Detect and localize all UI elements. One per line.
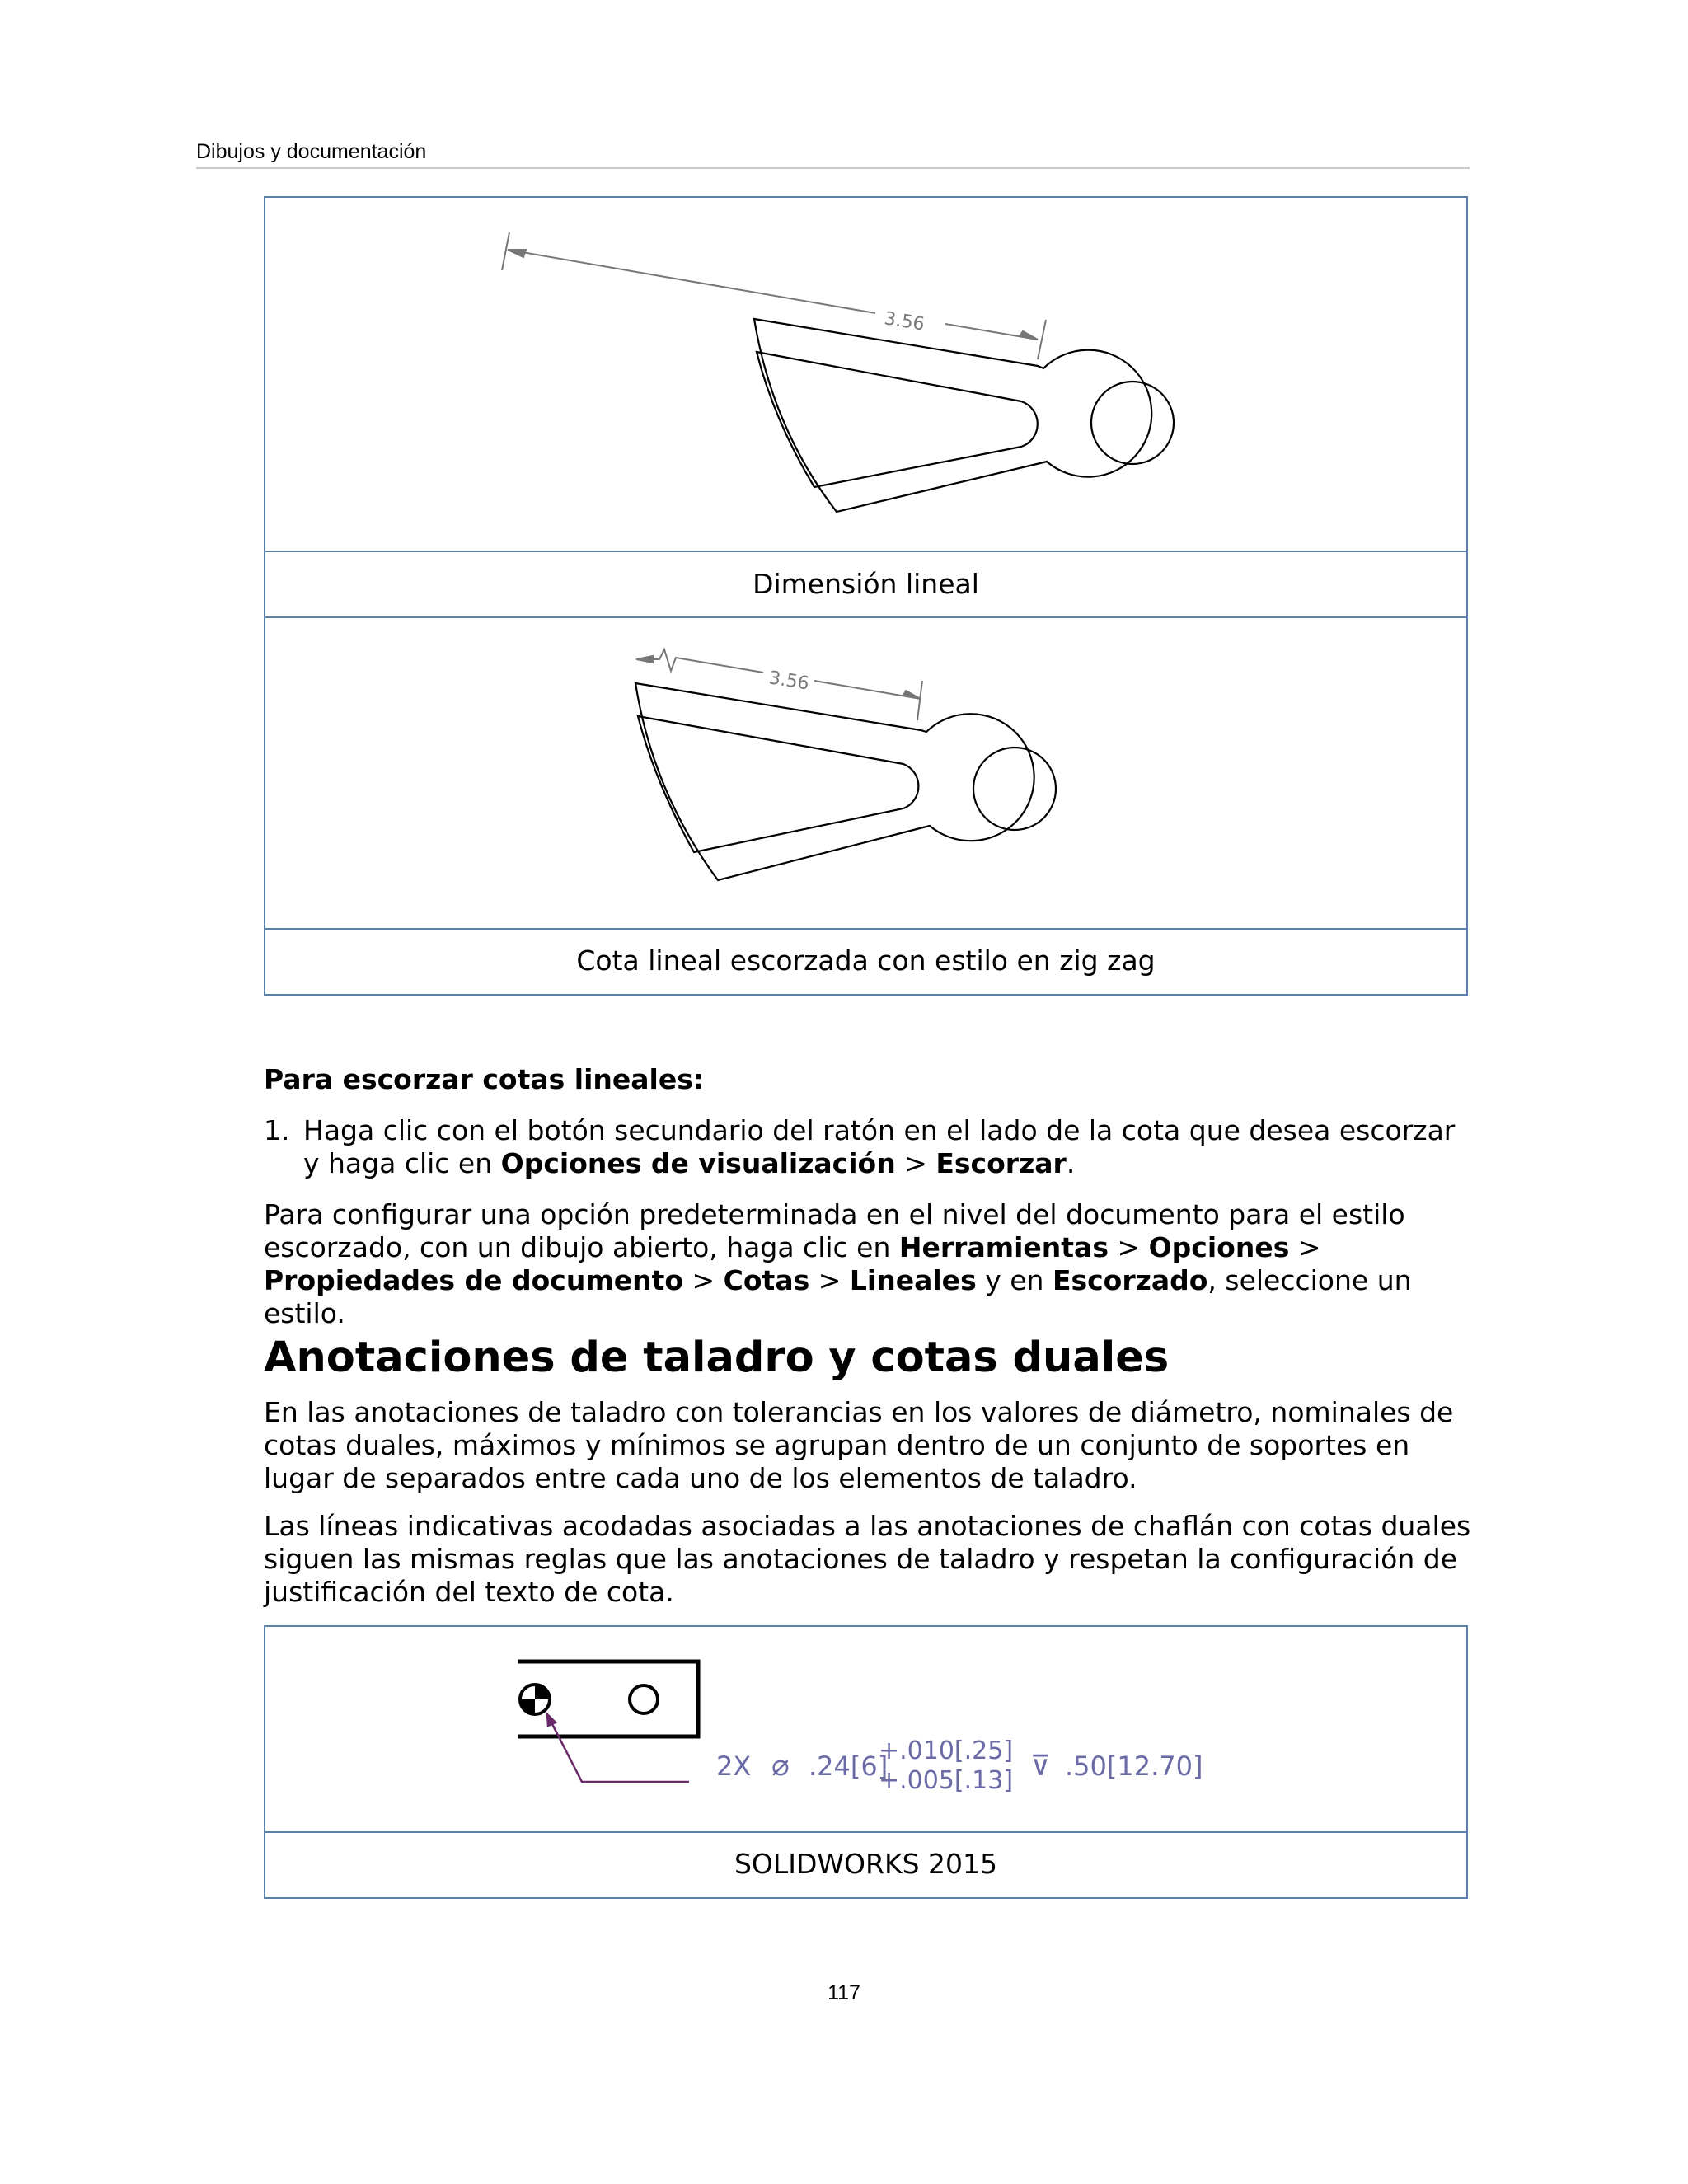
drawing-foreshortened-dimension [265,618,1466,928]
figure-cell-linear-dimension [265,198,1466,552]
dimension-value-foreshortened: 3.56 [767,668,811,695]
drawing-linear-dimension [265,198,1466,551]
menu-path-foreshorten: Escorzar [935,1147,1067,1179]
center-mark-icon [520,1685,550,1714]
step-list [264,1114,1471,1180]
dimension-value-linear: 3.56 [883,308,926,335]
menu-path-document-properties: Propiedades de documento [264,1264,684,1296]
figure-table-linear-dimensions [264,196,1468,996]
paragraph-hole-callouts: En las anotaciones de taladro con tolerancias en los valores de diámetro, nominales de cotas duales, máximos y mínimos se agrupan dentro de un conjunto de soportes en lugar de separados entre cada uno de los elementos de taladro. [264,1396,1454,1494]
depth-symbol-icon: ⊽ [1030,1750,1051,1783]
section-heading: Anotaciones de taladro y cotas duales [264,1333,1170,1382]
callout-depth: .50[12.70] [1065,1750,1203,1782]
menu-path-tools: Herramientas [898,1231,1109,1263]
menu-path-foreshortened: Escorzado [1052,1264,1208,1296]
menu-path-dimensions: Cotas [723,1264,810,1296]
callout-diameter: .24[6] [809,1750,889,1782]
callout-tolerance-minus: +.005[.13] [879,1766,1014,1795]
running-header: Dibujos y documentación [196,140,427,163]
drawing-hole-callout [265,1627,1466,1831]
figure-caption-solidworks: SOLIDWORKS 2015 [734,1848,998,1880]
step-1-text: Haga clic con el botón secundario del ratón en el lado de la cota que desea escorzar y haga clic en Opciones de visualización > Escorzar. [303,1114,1456,1179]
header-rule [196,167,1470,169]
callout-count: 2X [716,1750,752,1782]
menu-path-linear: Lineales [849,1264,977,1296]
paragraph-document-option: Para configurar una opción predeterminada en el nivel del documento para el estilo escorzado, con un dibujo abierto, haga clic en Herramientas > Opciones > Propiedades de documento > Cotas > Lineales y en Escorzado, seleccione un estilo. [264,1198,1412,1329]
figure-caption-linear: Dimensión lineal [265,552,1466,618]
menu-path-display-options: Opciones de visualización [500,1147,896,1179]
paragraph-chamfer-callouts: Las líneas indicativas acodadas asociadas a las anotaciones de chaflán con cotas duales siguen las mismas reglas que las anotaciones de taladro y respetan la configuración de justificación del texto de cota. [264,1510,1471,1608]
diameter-symbol-icon: ⌀ [771,1749,790,1783]
menu-path-options: Opciones [1148,1231,1290,1263]
figure-cell-foreshortened-dimension [265,618,1466,930]
procedure-title: Para escorzar cotas lineales: [264,1063,705,1095]
callout-tolerance-plus: +.010[.25] [879,1736,1014,1765]
figure-caption-foreshortened: Cota lineal escorzada con estilo en zig zag [576,944,1156,977]
figure-cell-hole-callout [265,1627,1466,1833]
figure-table-hole-callout [264,1625,1468,1899]
step-number: 1. [264,1114,290,1146]
page-number: 117 [828,1981,860,2004]
